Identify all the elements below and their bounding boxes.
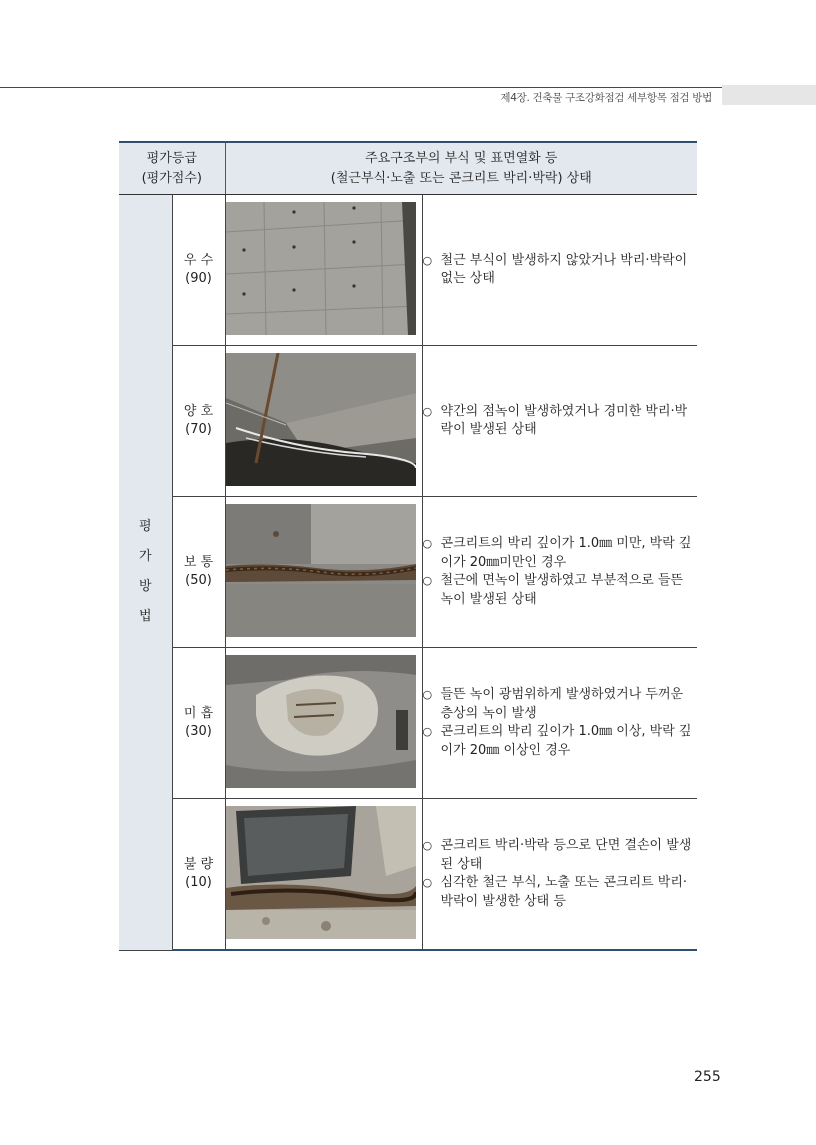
bullet-circle-icon: ○ bbox=[422, 404, 433, 418]
bullet-circle-icon: ○ bbox=[422, 253, 433, 267]
description-item: ○ 콘크리트의 박리 깊이가 1.0㎜ 이상, 박락 깊이가 20㎜ 이상인 경우 bbox=[422, 724, 692, 758]
section-loss-photo bbox=[226, 806, 416, 939]
description-item: ○ 약간의 점녹이 발생하였거나 경미한 박리·박락이 발생된 상태 bbox=[422, 403, 688, 437]
description-cell bbox=[422, 648, 697, 799]
header-grade bbox=[119, 142, 225, 195]
bullet-circle-icon: ○ bbox=[422, 876, 433, 889]
bullet-circle-icon: ○ bbox=[422, 574, 433, 587]
description-cell bbox=[422, 346, 697, 497]
grade-label: 불 량 bbox=[183, 857, 214, 872]
grade-score: (90) bbox=[185, 271, 212, 286]
bullet-circle-icon: ○ bbox=[422, 688, 433, 701]
bullet-circle-icon: ○ bbox=[422, 537, 433, 550]
table-row bbox=[119, 195, 697, 346]
concrete-wall-photo bbox=[226, 202, 416, 335]
grade-score: (50) bbox=[185, 573, 212, 588]
method-char: 법 bbox=[138, 609, 152, 625]
header-state-line2: (철근부식·노출 또는 콘크리트 박리·박락) 상태 bbox=[330, 170, 592, 186]
method-char: 방 bbox=[138, 579, 152, 595]
page-number: 255 bbox=[694, 1069, 721, 1085]
description-item: ○ 철근 부식이 발생하지 않았거나 박리·박락이 없는 상태 bbox=[422, 252, 688, 286]
rusted-rebar-photo bbox=[226, 504, 416, 637]
grade-cell bbox=[172, 346, 225, 497]
header-state-line1: 주요구조부의 부식 및 표면열화 등 bbox=[365, 150, 558, 166]
grade-cell bbox=[172, 799, 225, 951]
header-tab bbox=[722, 85, 816, 105]
table-row bbox=[119, 346, 697, 497]
grade-score: (30) bbox=[185, 724, 212, 739]
grade-cell bbox=[172, 648, 225, 799]
bullet-circle-icon: ○ bbox=[422, 839, 433, 852]
description-cell bbox=[422, 497, 697, 648]
grade-label: 보 통 bbox=[183, 555, 214, 570]
description-cell bbox=[422, 195, 697, 346]
description-cell bbox=[422, 799, 697, 951]
description-item: ○ 심각한 철근 부식, 노출 또는 콘크리트 박리·박락이 발생한 상태 등 bbox=[422, 875, 688, 909]
header-rule bbox=[0, 87, 722, 88]
photo-cell bbox=[225, 346, 422, 497]
table-row bbox=[119, 648, 697, 799]
photo-cell bbox=[225, 648, 422, 799]
photo-cell bbox=[225, 799, 422, 951]
description-item: ○ 철근에 면녹이 발생하였고 부분적으로 들뜬 녹이 발생된 상태 bbox=[422, 573, 684, 607]
grade-score: (10) bbox=[185, 875, 212, 890]
grade-cell bbox=[172, 497, 225, 648]
header-grade-line2: (평가점수) bbox=[141, 170, 202, 186]
bullet-circle-icon: ○ bbox=[422, 725, 433, 738]
grade-cell bbox=[172, 195, 225, 346]
grade-label: 미 흡 bbox=[183, 706, 214, 721]
method-char: 가 bbox=[138, 549, 152, 565]
ceiling-cables-photo bbox=[226, 353, 416, 486]
grade-label: 양 호 bbox=[183, 404, 214, 419]
running-header: 제4장. 건축물 구조강화점검 세부항목 점검 방법 bbox=[500, 92, 712, 104]
description-item: ○ 들뜬 녹이 광범위하게 발생하였거나 두꺼운 층상의 녹이 발생 bbox=[422, 687, 684, 721]
table-row bbox=[119, 497, 697, 648]
description-item: ○ 콘크리트의 박리 깊이가 1.0㎜ 미만, 박락 깊이가 20㎜미만인 경우 bbox=[422, 536, 692, 570]
grade-score: (70) bbox=[185, 422, 212, 437]
spalled-concrete-photo bbox=[226, 655, 416, 788]
description-item: ○ 콘크리트 박리·박락 등으로 단면 결손이 발생된 상태 bbox=[422, 838, 692, 872]
table-row bbox=[119, 799, 697, 951]
method-label bbox=[119, 195, 172, 951]
method-char: 평 bbox=[138, 519, 152, 535]
photo-cell bbox=[225, 195, 422, 346]
photo-cell bbox=[225, 497, 422, 648]
grade-label: 우 수 bbox=[183, 253, 214, 268]
table-header-row bbox=[119, 142, 697, 195]
header-state bbox=[225, 142, 697, 195]
header-grade-line1: 평가등급 bbox=[146, 150, 197, 166]
evaluation-table bbox=[119, 141, 697, 951]
